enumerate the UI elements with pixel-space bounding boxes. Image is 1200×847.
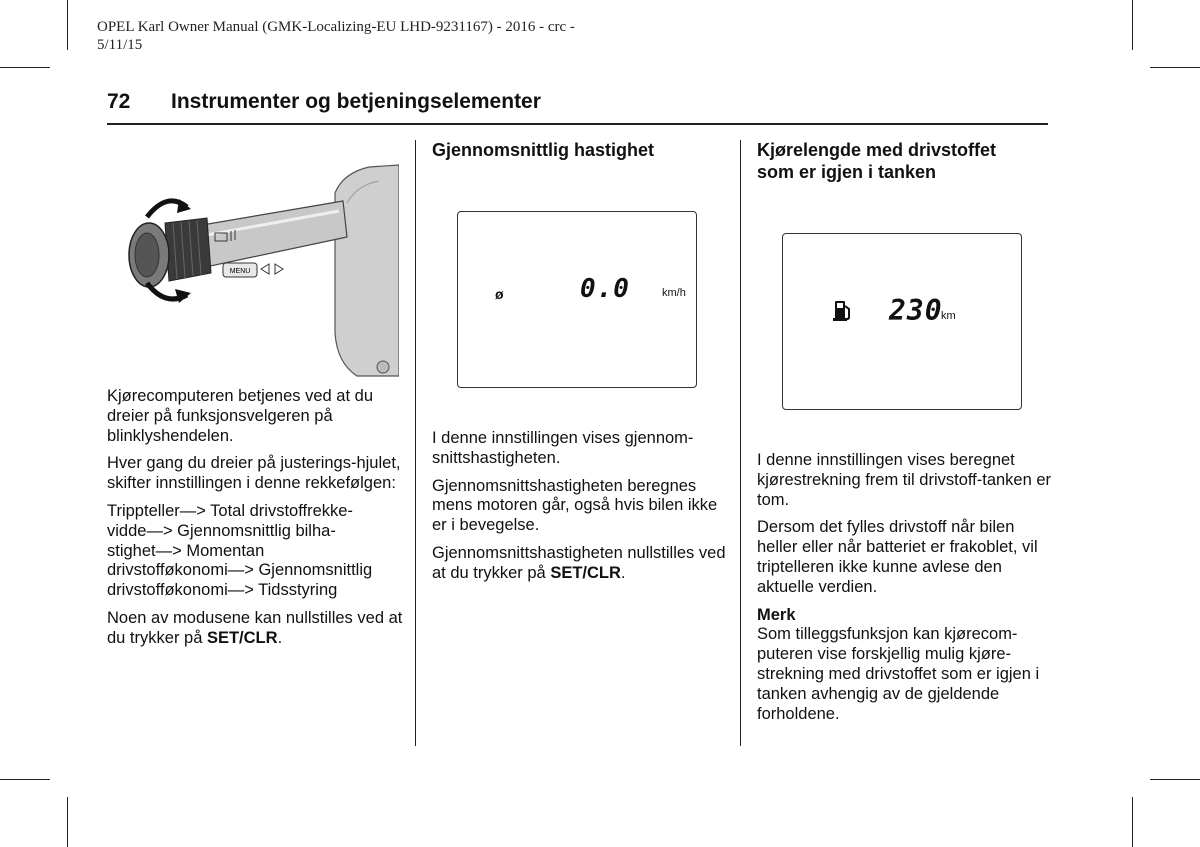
section-heading [757, 139, 1052, 183]
column-2 [432, 139, 727, 161]
note-title: Merk [757, 605, 796, 624]
crop-mark [0, 67, 50, 68]
wiper-lever-illustration [107, 163, 399, 378]
document-header [97, 18, 617, 54]
sequence-paragraph [107, 502, 407, 601]
range-display [782, 233, 1022, 410]
text-run: Gjennomsnittshastigheten nullstilles ved at du trykker på [432, 543, 726, 582]
speed-value: 0.0 [580, 274, 630, 304]
fuel-pump-icon [833, 298, 853, 322]
text-run: Noen av modusene kan nullstilles ved at du trykker på [107, 608, 403, 647]
average-symbol: ø [495, 286, 504, 302]
heading-line: som er igjen i tanken [757, 162, 937, 182]
crop-mark [1150, 67, 1200, 68]
column-1 [107, 387, 407, 657]
section-heading: Gjennomsnittlig hastighet [432, 140, 655, 160]
heading-line: Kjørelengde med drivstoffet [757, 140, 997, 160]
average-speed-display [457, 211, 697, 388]
button-reference: SET/CLR [550, 563, 621, 582]
crop-mark [1150, 779, 1200, 780]
paragraph: Gjennomsnittshastigheten beregnes mens motoren går, også hvis bilen ikke er i bevegelse. [432, 476, 718, 535]
text-run: . [620, 563, 626, 582]
column-3-text [757, 451, 1052, 732]
range-unit: km [941, 310, 956, 322]
page-title: Instrumenter og betjeningselementer [171, 90, 541, 113]
sequence-line: vidde—> Gjennomsnittlig bilha- [107, 521, 336, 540]
sequence-line: drivstofføkonomi—> Tidsstyring [107, 581, 338, 600]
speed-unit: km/h [662, 287, 686, 299]
crop-mark [1132, 797, 1133, 847]
column-divider [740, 140, 741, 746]
crop-mark [0, 779, 50, 780]
paragraph: Kjørecomputeren betjenes ved at du dreier på funksjonsvelgeren på blinklyshendelen. [107, 387, 373, 445]
crop-mark [67, 0, 68, 50]
header-rule [107, 123, 1048, 125]
column-divider [415, 140, 416, 746]
column-2-text [432, 429, 727, 592]
sequence-line: Trippteller—> Total drivstoffrekke- [107, 501, 353, 520]
paragraph: I denne innstillingen vises gjennom-snittshastigheten. [432, 429, 694, 467]
paragraph [432, 544, 727, 584]
button-reference: SET/CLR [206, 628, 278, 647]
note-text: Som tilleggsfunksjon kan kjørecom-puteren vise forskjellig mulig kjøre-strekning med drivstoffet som er igjen i tanken avhengig av de gjeldende forholdene. [757, 625, 1040, 723]
page-number: 72 [107, 90, 131, 113]
paragraph: Dersom det fylles drivstoff når bilen heller eller når batteriet er frakoblet, vil triptelleren ikke kunne avlese den aktuelle verdien. [757, 518, 1038, 596]
column-3 [757, 139, 1052, 183]
crop-mark [67, 797, 68, 847]
document-header-line2: 5/11/15 [97, 37, 143, 53]
paragraph: I denne innstillingen vises beregnet kjørestrekning frem til drivstoff-tanken er tom. [757, 451, 1052, 509]
range-value: 230 [889, 294, 943, 327]
crop-mark [1132, 0, 1133, 50]
paragraph [107, 609, 407, 649]
sequence-line: stighet—> Momentan [107, 541, 265, 560]
menu-label: MENU [229, 268, 251, 275]
text-run: . [277, 628, 283, 647]
sequence-line: drivstofføkonomi—> Gjennomsnittlig [107, 561, 373, 580]
document-header-line1: OPEL Karl Owner Manual (GMK-Localizing-EU LHD-9231167) - 2016 - crc - [97, 19, 575, 35]
paragraph: Hver gang du dreier på justerings-hjulet, skifter innstillingen i denne rekkefølgen: [107, 454, 401, 493]
